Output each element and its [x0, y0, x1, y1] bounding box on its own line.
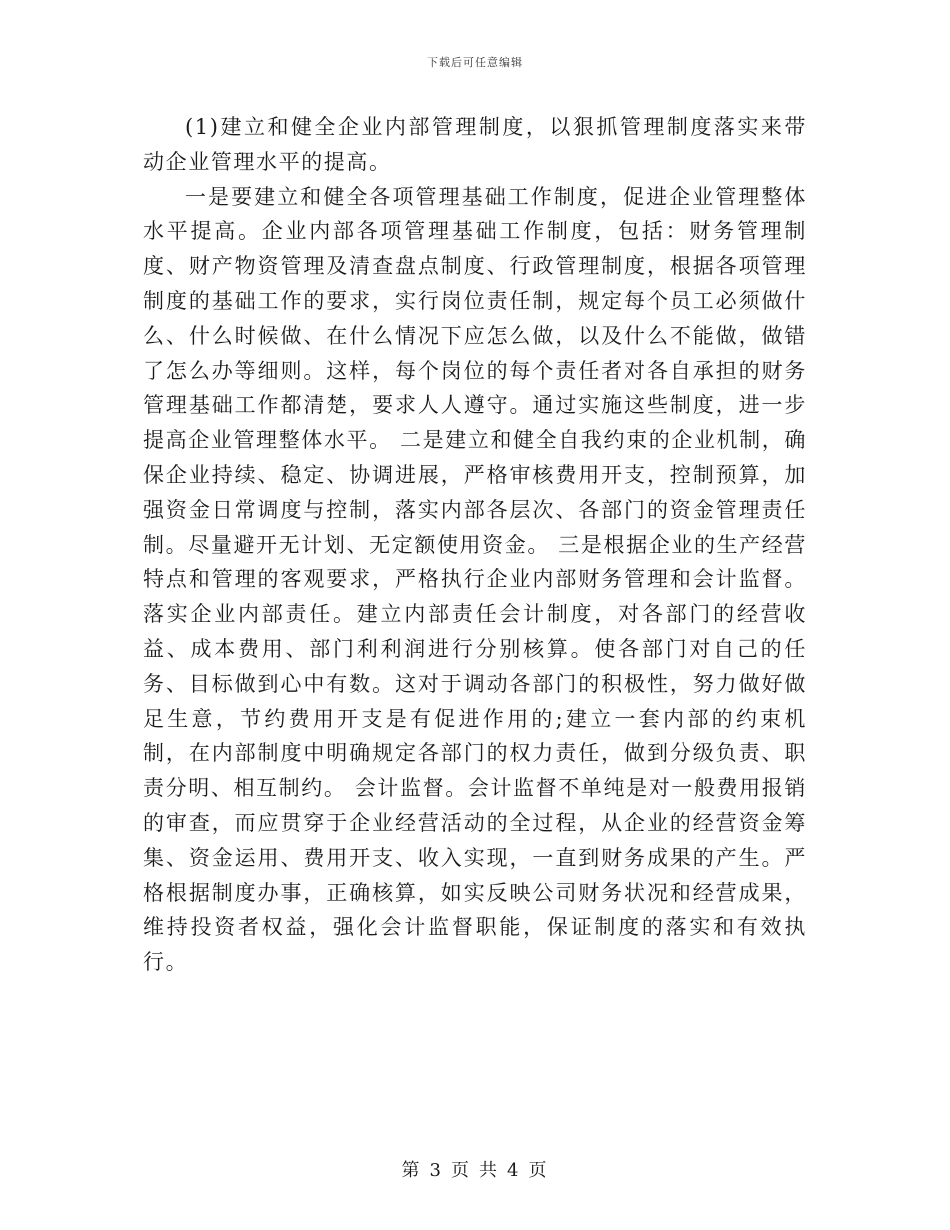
page-suffix: 页	[528, 1160, 549, 1181]
paragraph-2: 一是要建立和健全各项管理基础工作制度，促进企业管理整体水平提高。企业内部各项管理基础工作制度，包括：财务管理制度、财产物资管理及清查盘点制度、行政管理制度，根据各项管理制度的基础工作的要求，实行岗位责任制，规定每个员工必须做什么、什么时候做、在什么情况下应怎么做，以及什么不能做，做错了怎么办等细则。这样，每个岗位的每个责任者对各自承担的财务管理基础工作都清楚，要求人人遵守。通过实施这些制度，进一步提高企业管理整体水平。 二是建立和健全自我约束的企业机制，确保企业持续、稳定、协调进展，严格审核费用开支，控制预算，加强资金日常调度与控制，落实内部各层次、各部门的资金管理责任制。尽量避开无计划、无定额使用资金。 三是根据企业的生产经营特点和管理的客观要求，严格执行企业内部财务管理和会计监督。 落实企业内部责任。建立内部责任会计制度，对各部门的经营收益、成本费用、部门利利润进行分别核算。使各部门对自己的任务、目标做到心中有数。这对于调动各部门的积极性，努力做好做足生意，节约费用开支是有促进作用的;建立一套内部的约束机制，在内部制度中明确规定各部门的权力责任，做到分级负责、职责分明、相互制约。 会计监督。会计监督不单纯是对一般费用报销的审查，而应贯穿于企业经营活动的全过程，从企业的经营资金筹集、资金运用、费用开支、收入实现，一直到财务成果的产生。严格根据制度办事，正确核算，如实反映公司财务状况和经营成果，维持投资者权益，强化会计监督职能，保证制度的落实和有效执行。	[143, 184, 807, 975]
page-header-note: 下载后可任意编辑	[427, 56, 523, 69]
current-page-number: 3	[429, 1160, 443, 1181]
total-pages-number: 4	[507, 1160, 521, 1181]
page-prefix: 第	[401, 1160, 422, 1181]
paragraph-1: (1)建立和健全企业内部管理制度，以狠抓管理制度落实来带动企业管理水平的提高。	[143, 115, 807, 174]
total-prefix: 共	[479, 1160, 499, 1181]
document-body	[143, 110, 807, 980]
page-word: 页	[451, 1160, 471, 1181]
page-number-footer	[0, 1156, 950, 1182]
